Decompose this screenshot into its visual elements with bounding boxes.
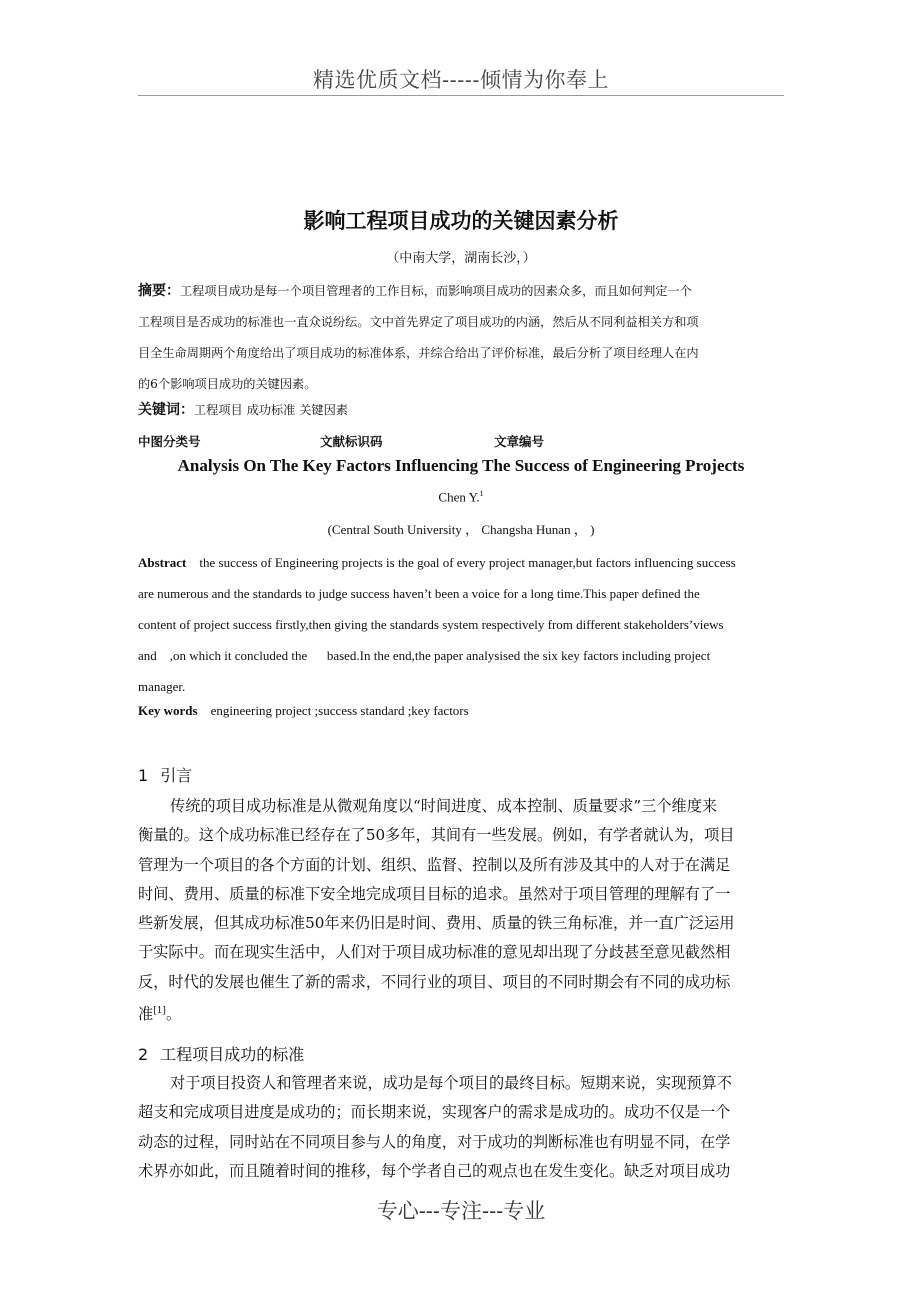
- abstract-cn-line: 工程项目成功是每一个项目管理者的工作目标，而影响项目成功的因素众多，而且如何判定一个: [180, 284, 692, 298]
- doc-code-label: 文献标识码: [320, 434, 383, 449]
- paper-title-en: Analysis On The Key Factors Influencing The Success of Engineering Projects: [177, 456, 745, 475]
- abstract-en-line: content of project success firstly,then giving the standards system respectively from different stakeholders’views: [138, 617, 724, 632]
- section-2-heading: [138, 1042, 304, 1065]
- paragraph-line: 超支和完成项目进度是成功的；而长期来说，实现客户的需求是成功的。成功不仅是一个: [138, 1103, 731, 1122]
- affiliation-en: (Central South University ， Changsha Hunan ， ): [327, 522, 595, 537]
- abstract-cn: [138, 276, 784, 400]
- page-footer: 专心---专注---专业: [376, 1199, 546, 1223]
- paragraph-line: 于实际中。而在现实生活中，人们对于项目成功标准的意见却出现了分歧甚至意见截然相: [138, 943, 731, 962]
- page-header: 精选优质文档-----倾情为你奉上: [313, 68, 609, 92]
- abstract-en-label: Abstract: [138, 555, 187, 570]
- clc-label: 中图分类号: [138, 434, 201, 449]
- keywords-cn-text: 工程项目 成功标准 关键因素: [194, 403, 348, 417]
- paragraph-line: 术界亦如此，而且随着时间的推移，每个学者自己的观点也在发生变化。缺乏对项目成功: [138, 1161, 731, 1180]
- author-name: Chen Y.: [438, 489, 480, 505]
- section-1-title: 引言: [160, 766, 193, 785]
- keywords-en: [138, 703, 469, 719]
- paragraph-line: 管理为一个项目的各个方面的计划、组织、监督、控制以及所有涉及其中的人对于在满足: [138, 855, 731, 874]
- paragraph-line: 时间、费用、质量的标准下安全地完成项目目标的追求。虽然对于项目管理的理解有了一: [138, 884, 731, 903]
- abstract-cn-line: 的6个影响项目成功的关键因素。: [138, 377, 317, 391]
- abstract-en: [138, 547, 784, 702]
- paragraph-line: 传统的项目成功标准是从微观角度以“时间进度、成本控制、质量要求”三个维度来: [170, 797, 718, 815]
- keywords-cn-label: 关键词：: [138, 402, 194, 418]
- citation-ref: [1]: [153, 1006, 166, 1017]
- paragraph-line: 些新发展，但其成功标准50年来仍旧是时间、费用、质量的铁三角标准，并一直广泛运用: [138, 914, 735, 933]
- paragraph-line: 反，时代的发展也催生了新的需求，不同行业的项目、项目的不同时期会有不同的成功标: [138, 972, 731, 991]
- affiliation-cn: （中南大学，湖南长沙，）: [386, 251, 536, 266]
- section-2-paragraph: [138, 1069, 784, 1186]
- author-affil-mark: 1: [479, 489, 484, 498]
- abstract-cn-label: 摘要：: [138, 283, 180, 299]
- keywords-cn: [138, 398, 784, 422]
- keywords-en-label: Key words: [138, 703, 198, 718]
- paper-title-cn: 影响工程项目成功的关键因素分析: [303, 208, 619, 233]
- abstract-en-line: are numerous and the standards to judge success haven’t been a voice for a long time.This paper defined the: [138, 586, 700, 601]
- section-1-heading: [138, 763, 192, 786]
- section-2-number: 2: [138, 1045, 149, 1064]
- section-1-number: 1: [138, 766, 149, 785]
- paragraph-end: 。: [165, 1005, 182, 1024]
- header-divider: [138, 95, 784, 96]
- abstract-cn-line: 工程项目是否成功的标准也一直众说纷纭。文中首先界定了项目成功的内涵，然后从不同利益相关方和项: [138, 315, 699, 329]
- paragraph-line: 衡量的。这个成功标准已经存在了50多年，其间有一些发展。例如，有学者就认为，项目: [138, 826, 735, 845]
- section-2-title: 工程项目成功的标准: [160, 1045, 305, 1064]
- paragraph-line: 对于项目投资人和管理者来说，成功是每个项目的最终目标。短期来说，实现预算不: [170, 1074, 732, 1092]
- paragraph-line: 动态的过程，同时站在不同项目参与人的角度，对于成功的判断标准也有明显不同，在学: [138, 1132, 731, 1151]
- article-no-label: 文章编号: [494, 434, 545, 449]
- author-en: [138, 489, 784, 505]
- abstract-en-line: and ,on which it concluded the based.In the end,the paper analysised the six key factors including project: [138, 648, 711, 663]
- abstract-en-line: the success of Engineering projects is the goal of every project manager,but factors influencing success: [186, 555, 736, 570]
- paragraph-line: 准: [138, 1005, 154, 1024]
- section-1-paragraph: [138, 792, 784, 1029]
- keywords-en-text: engineering project ;success standard ;key factors: [197, 703, 469, 718]
- abstract-en-line: manager.: [138, 679, 186, 694]
- abstract-cn-line: 目全生命周期两个角度给出了项目成功的标准体系，并综合给出了评价标准，最后分析了项目经理人在内: [138, 346, 699, 360]
